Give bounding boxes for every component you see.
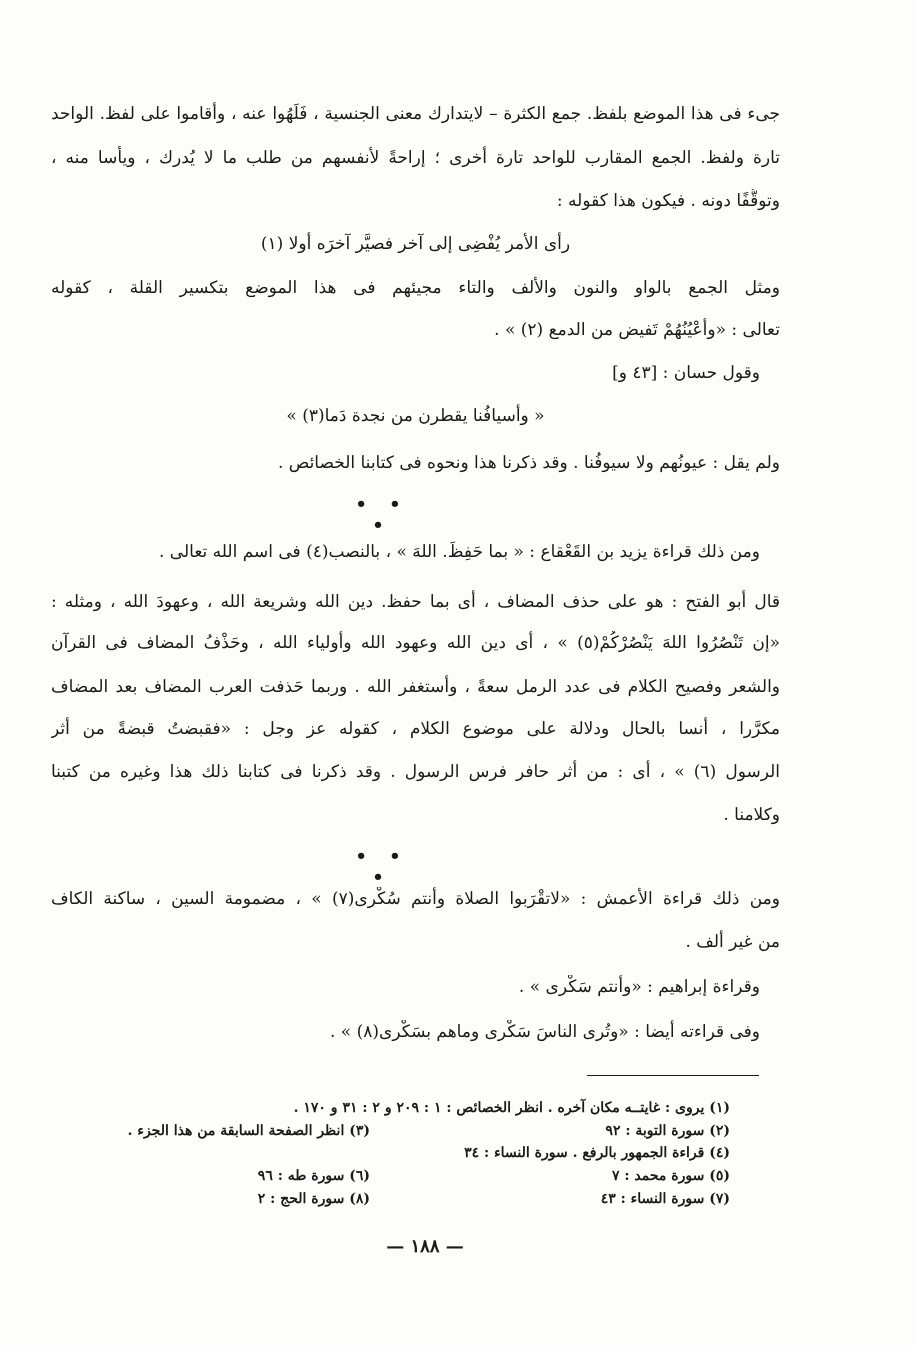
text-line: ومثل الجمع بالواو والنون والألف والتاء مجيئهم فى هذا الموضع بتكسير القلة ، كقوله [51,278,780,298]
section-separator: • • • [355,494,409,536]
footnote: (٣) انظر الصفحة السابقة من هذا الجزء . [127,1123,370,1139]
footnote: (٧) سورة النساء : ٤٣ [600,1191,730,1207]
footnote: (٦) سورة طه : ٩٦ [257,1168,370,1184]
text-line: ومن ذلك قراءة الأعمش : «لاتقْرَبوا الصلاة وأنتم سُكْرى(٧) » ، مضمومة السين ، ساكنة الكاف [51,889,780,909]
footnote-divider [587,1075,759,1076]
text-line: من غير ألف . [685,932,780,952]
text-line: ولم يقل : عيونُهم ولا سيوفُنا . وقد ذكرنا هذا ونحوه فى كتابنا الخصائص . [277,453,780,473]
text-line: وكلامنا . [723,805,780,825]
text-line: وقراءة إبراهيم : «وأنتم سَكْرى » . [518,977,760,997]
text-line: مكرَّرا ، أُنسا بالحال ودلالة على موضوع الكلام ، كقوله عز وجل : «فقبضتُ قبضةً من أثر [51,719,780,739]
text-line: تعالى : «وأعْيُنُهُمْ تَفيض من الدمع (٢) » . [494,320,780,340]
text-line: جىء فى هذا الموضع بلفظ. جمع الكثرة – لايتدارك معنى الجنسية ، فَلَهُوا عنه ، وأقاموا على لفظ. الواحد [51,104,780,124]
page-number: — ١٨٨ — [386,1236,464,1257]
text-line: قال أبو الفتح : هو على حذف المضاف ، أى بما حفظ. دين الله وشريعة الله ، وعهودَ الله ، ومثله : [51,592,780,612]
verse-line: « وأسيافُنا يقطرن من نجدة دَما(٣) » [286,406,545,426]
section-separator: • • • [355,846,409,888]
text-line: تارة ولفظ. الجمع المقارب للواحد تارة أخرى ؛ إراحةً لأنفسهم من طلب ما لا يُدرك ، ويأسا منه ، [51,148,780,168]
text-line: وقول حسان : [٤٣ و] [612,363,760,383]
text-line: الرسول (٦) » ، أى : من أثر حافر فرس الرسول . وقد ذكرنا فى كتابنا ذلك هذا وغيره من كتبنا [51,762,780,782]
text-line: ومن ذلك قراءة يزيد بن القَعْقاع : « بما حَفِظَ. اللهَ » ، بالنصب(٤) فى اسم الله تعالى . [158,542,760,562]
text-line: والشعر وفصيح الكلام فى عدد الرمل سعةً ، وأستغفر الله . وربما حَذفت العرب المضاف بعد المضاف [51,677,780,697]
text-line: وفى قراءته أيضا : «وتُرى الناسَ سَكْرى وماهم بسَكْرى(٨) » . [330,1022,760,1042]
text-line: وتوقُّفًا دونه . فيكون هذا كقوله : [556,191,780,211]
verse-line: رأى الأمر يُفْضِى إلى آخر فصيَّر آخرَه أولا (١) [260,234,571,254]
footnote: (٨) سورة الحج : ٢ [257,1191,370,1207]
footnote: (٢) سورة التوبة : ٩٢ [605,1123,730,1139]
footnote: (٥) سورة محمد : ٧ [611,1168,730,1184]
footnote: (٤) قراءة الجمهور بالرفع . سورة النساء : ٣٤ [464,1145,730,1161]
footnote: (١) يروى : غايتــه مكان آخره . انظر الخصائص : ١ : ٢٠٩ و ٢ : ٣١ و ١٧٠ . [293,1100,730,1116]
text-line: «إن تَنْصُرُوا اللهَ يَنْصُرْكُمْ(٥) » ، أى دين الله وعهود الله وأولياء الله ، وحَذْفُ المضاف فى القرآن [51,633,780,653]
